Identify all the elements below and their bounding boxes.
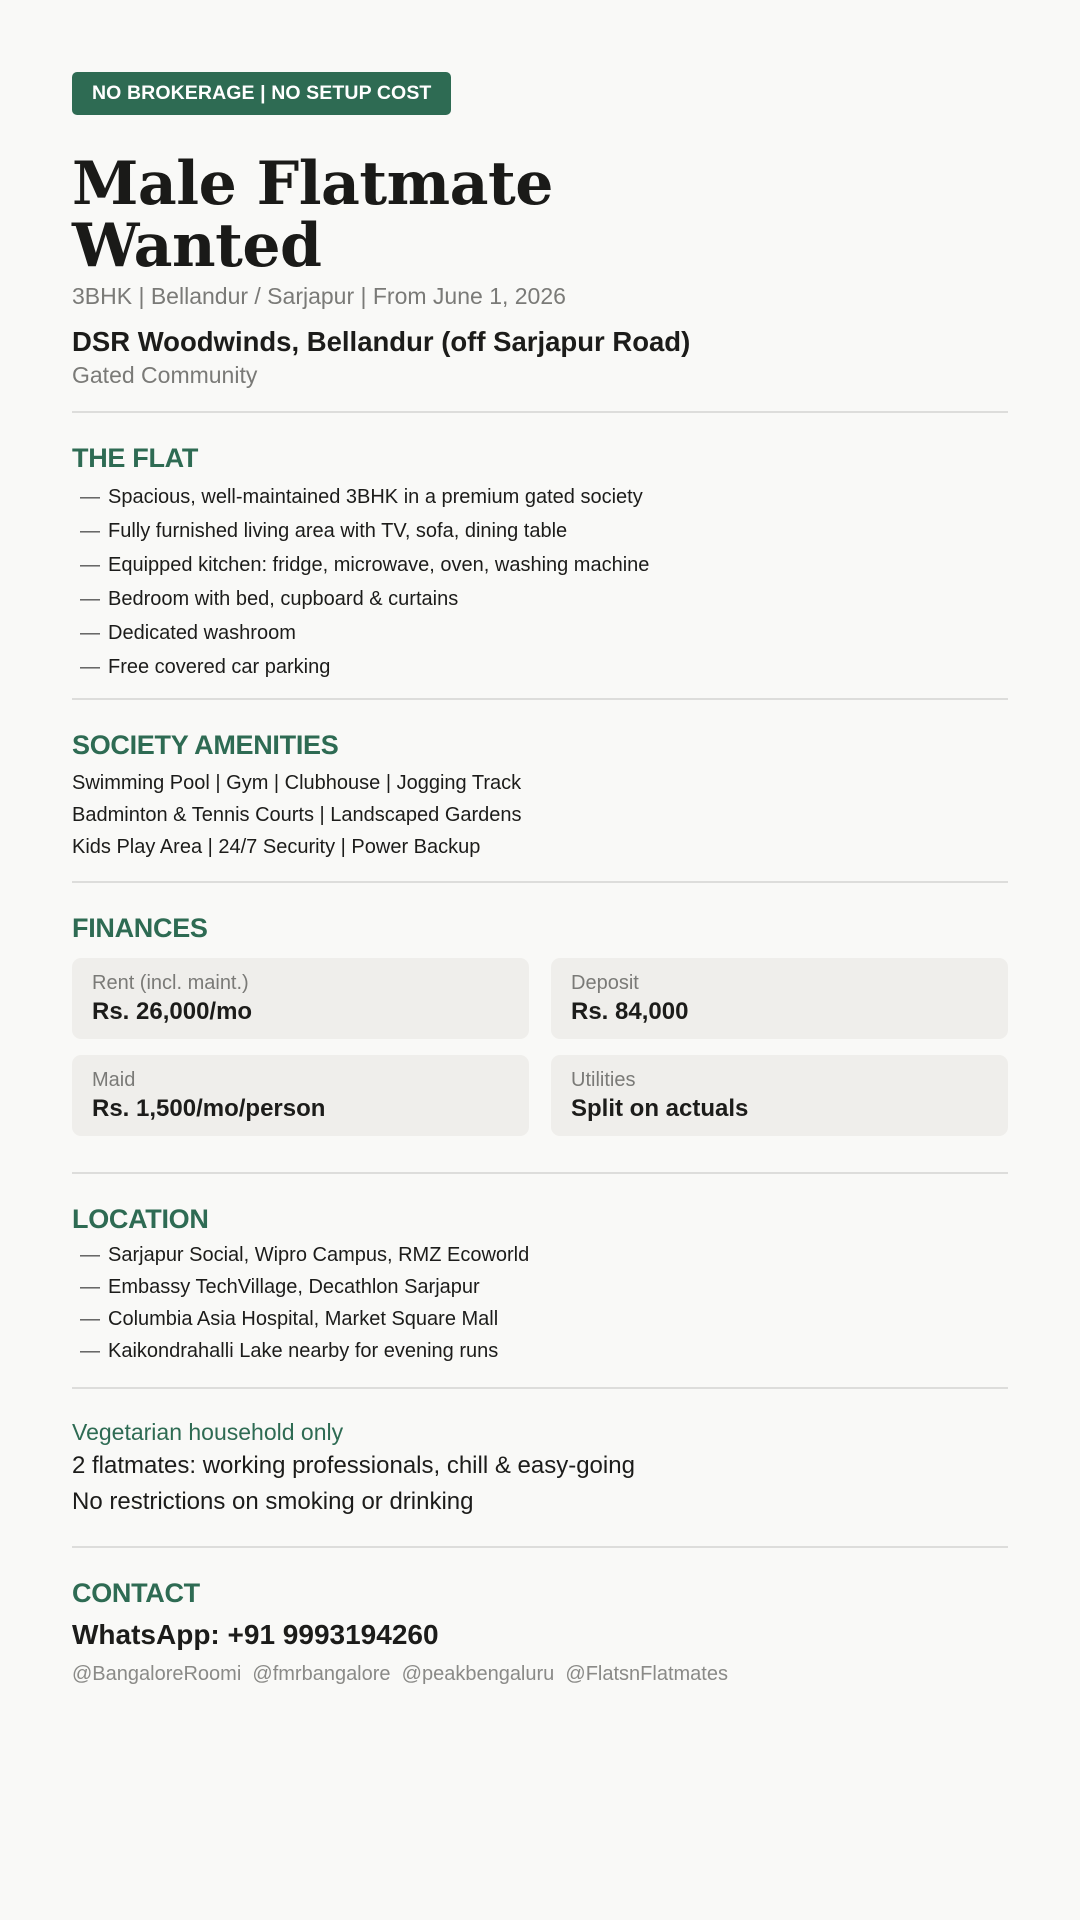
deposit-value: Rs. 84,000 [571,998,689,1025]
dash-marker: — [80,1340,100,1362]
flat-item: Bedroom with bed, cupboard & curtains [108,588,459,610]
list-item [72,548,1008,582]
list-item [72,1303,1008,1335]
dash-marker: — [80,588,100,610]
list-item [72,650,1008,684]
list-item [72,1239,1008,1271]
page-title [72,149,1008,281]
dash-marker: — [80,520,100,542]
list-item [72,616,1008,650]
amenities-line: Kids Play Area | 24/7 Security | Power Backup [72,836,481,858]
whatsapp-number[interactable]: WhatsApp: +91 9993194260 [72,1619,439,1650]
flat-item: Free covered car parking [108,656,331,678]
dash-marker: — [80,554,100,576]
divider [72,1387,1008,1389]
dash-marker: — [80,622,100,644]
utilities-card [551,1055,1008,1136]
maid-value: Rs. 1,500/mo/person [92,1095,326,1122]
maid-card [72,1055,529,1136]
amenities-line: Swimming Pool | Gym | Clubhouse | Jogging Track [72,772,522,794]
restrictions-line: No restrictions on smoking or drinking [72,1488,474,1515]
list-item [72,582,1008,616]
divider [72,1172,1008,1174]
rent-card [72,958,529,1039]
amenities-heading: SOCIETY AMENITIES [72,730,339,760]
list-item [72,514,1008,548]
location-heading: LOCATION [72,1204,209,1234]
flat-heading: THE FLAT [72,443,199,473]
deposit-label: Deposit [571,972,639,994]
divider [72,1546,1008,1548]
divider [72,411,1008,413]
vegetarian-note: Vegetarian household only [72,1419,344,1445]
location-item: Embassy TechVillage, Decathlon Sarjapur [108,1276,480,1298]
amenities-list [72,767,1008,863]
location-item: Columbia Asia Hospital, Market Square Mall [108,1308,499,1330]
contact-heading: CONTACT [72,1578,200,1608]
utilities-label: Utilities [571,1069,636,1091]
flatmates-line: 2 flatmates: working professionals, chill & easy-going [72,1452,635,1479]
divider [72,881,1008,883]
amenities-line: Badminton & Tennis Courts | Landscaped Gardens [72,804,522,826]
list-item [72,1271,1008,1303]
dash-marker: — [80,1244,100,1266]
flat-item: Equipped kitchen: fridge, microwave, oven, washing machine [108,554,650,576]
flat-item: Fully furnished living area with TV, sofa, dining table [108,520,568,542]
flat-item: Dedicated washroom [108,622,296,644]
dash-marker: — [80,656,100,678]
location-list [72,1239,1008,1367]
location-item: Sarjapur Social, Wipro Campus, RMZ Ecoworld [108,1244,530,1266]
list-item [72,480,1008,514]
utilities-value: Split on actuals [571,1095,749,1122]
property-address: DSR Woodwinds, Bellandur (off Sarjapur Road) [72,326,691,357]
flat-list [72,480,1008,684]
flat-item: Spacious, well-maintained 3BHK in a premium gated society [108,486,643,508]
no-brokerage-badge: NO BROKERAGE | NO SETUP COST [72,72,451,115]
location-item: Kaikondrahalli Lake nearby for evening runs [108,1340,499,1362]
finances-grid [72,958,1008,1136]
listing-subtitle: 3BHK | Bellandur / Sarjapur | From June 1, 2026 [72,283,566,309]
dash-marker: — [80,1276,100,1298]
finances-heading: FINANCES [72,913,208,943]
title-line-1: Male Flatmate [72,149,553,219]
rent-value: Rs. 26,000/mo [92,998,253,1025]
maid-label: Maid [92,1069,136,1091]
dash-marker: — [80,486,100,508]
title-line-2: Wanted [72,211,322,281]
deposit-card [551,958,1008,1039]
social-handles: @BangaloreRoomi @fmrbangalore @peakbengaluru @FlatsnFlatmates [72,1663,728,1685]
divider [72,698,1008,700]
dash-marker: — [80,1308,100,1330]
rent-label: Rent (incl. maint.) [92,972,249,994]
list-item [72,1335,1008,1367]
community-type: Gated Community [72,362,258,388]
